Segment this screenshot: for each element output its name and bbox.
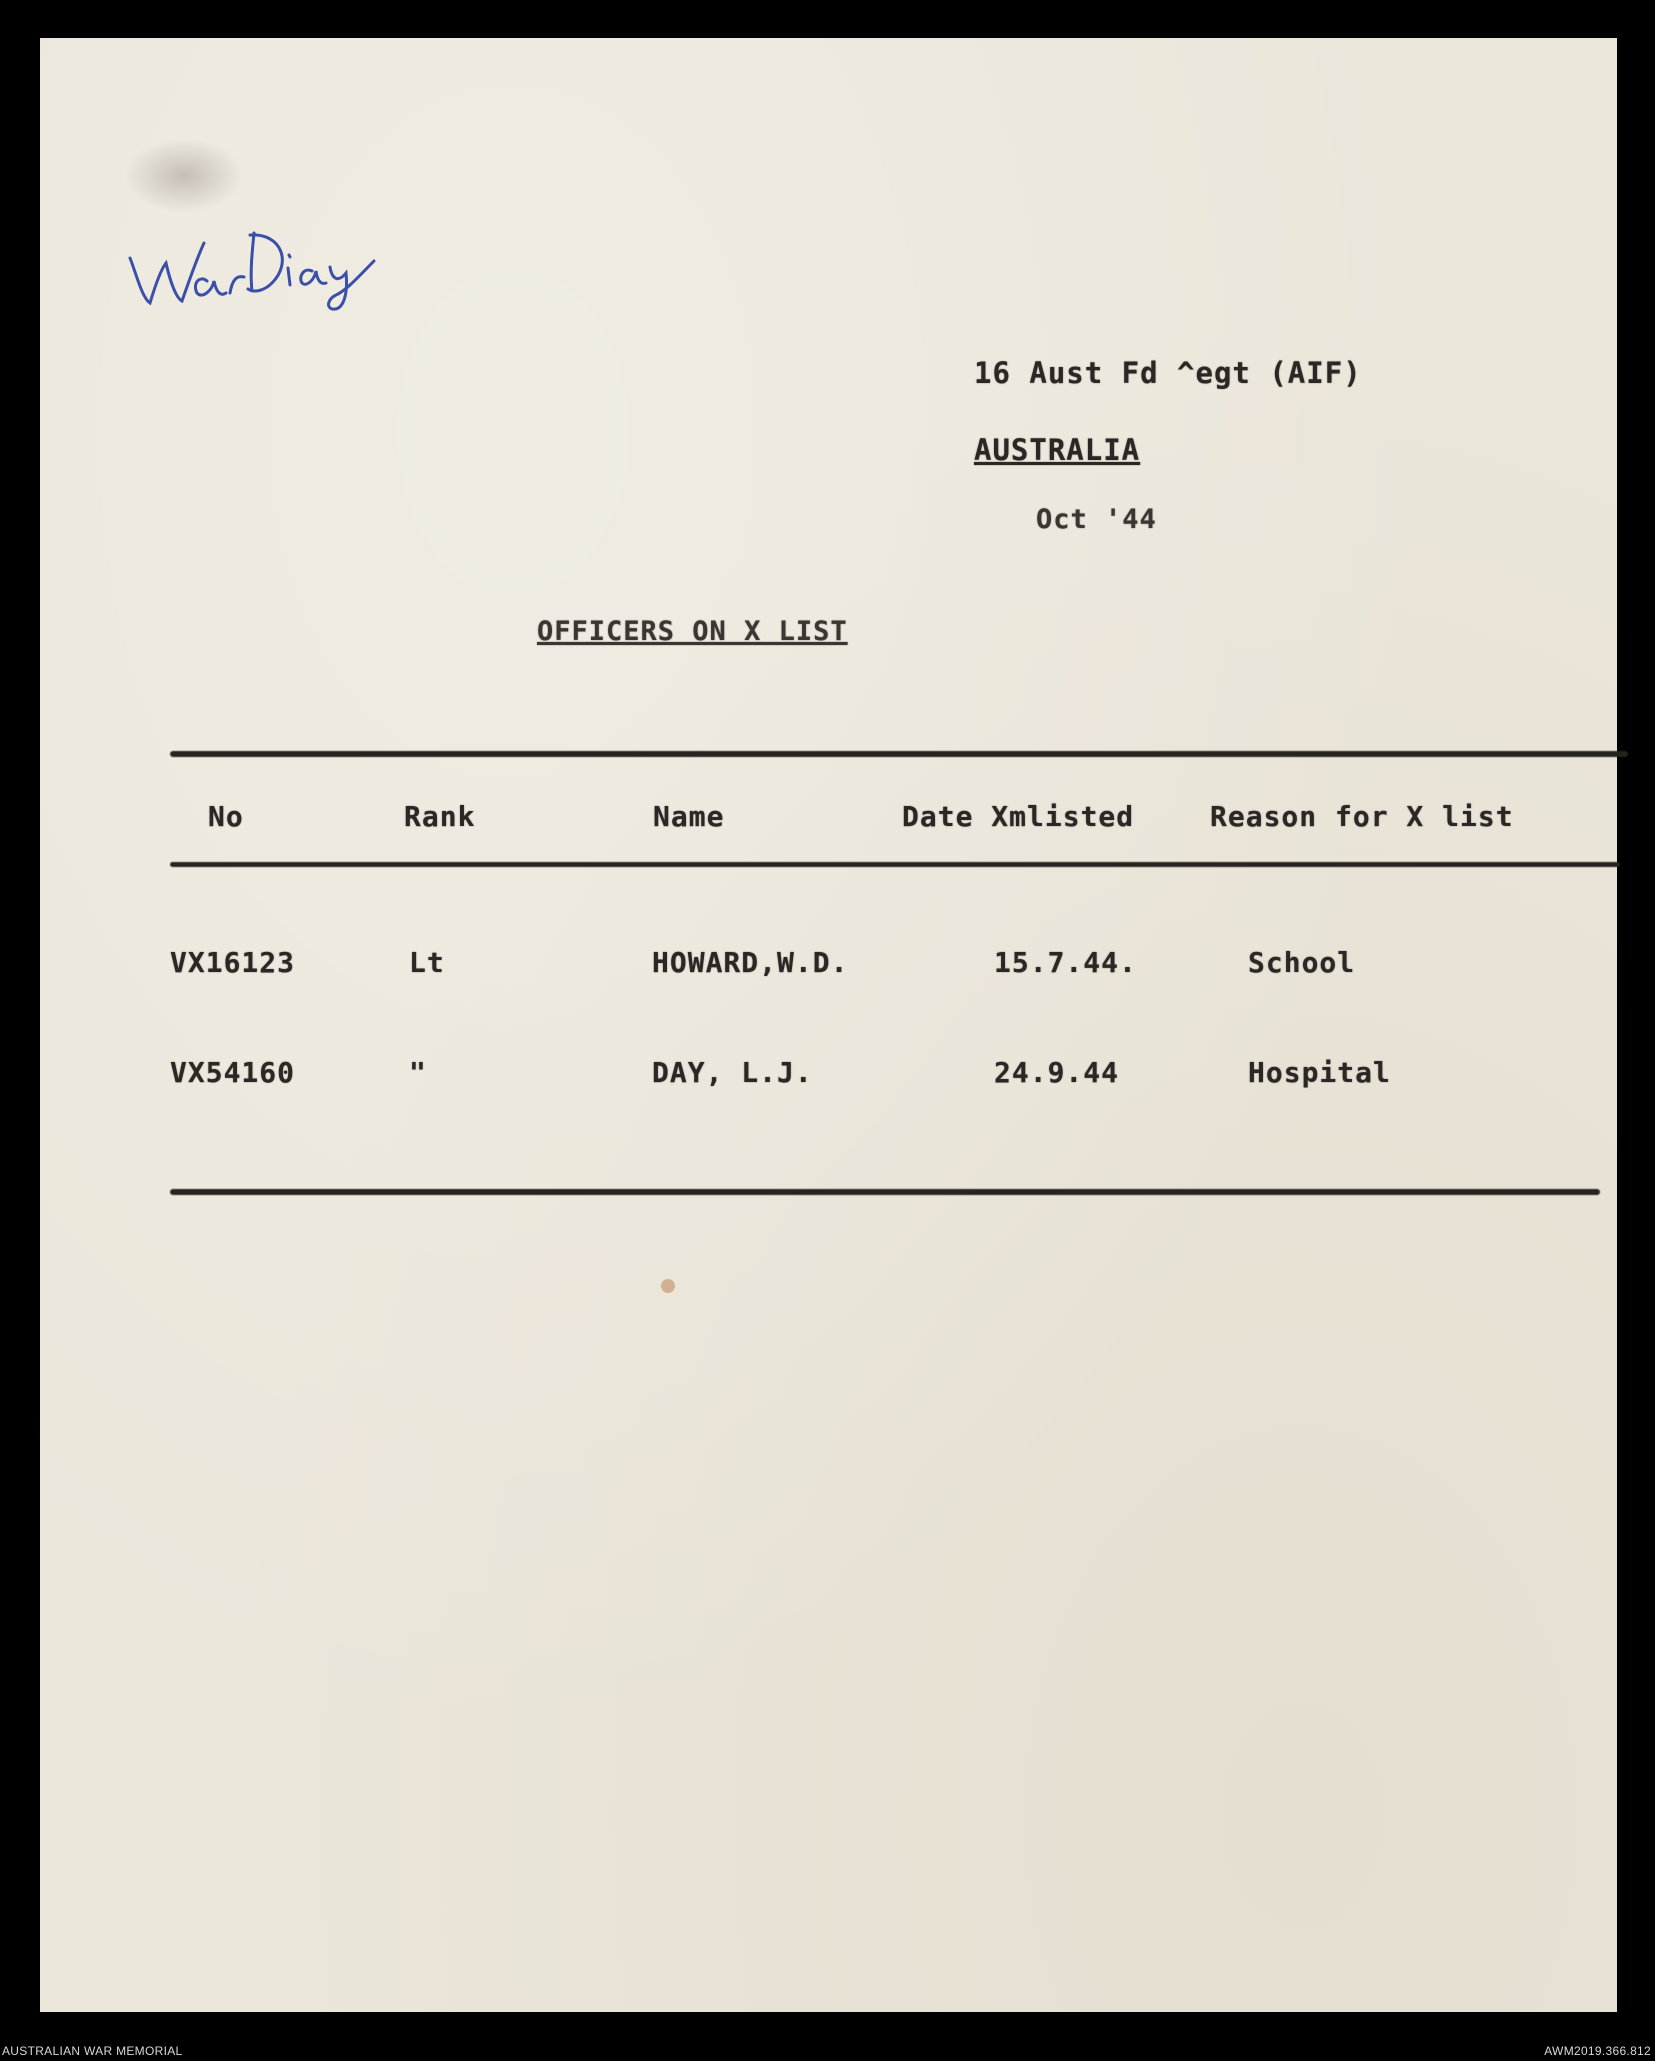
location-heading: AUSTRALIA: [974, 433, 1141, 467]
column-header-reason: Reason for X list: [1210, 800, 1514, 833]
row-1-name: HOWARD,W.D.: [652, 946, 849, 979]
row-2-no: VX54160: [170, 1056, 296, 1089]
row-1-no: VX16123: [170, 946, 296, 979]
unit-heading: 16 Aust Fd ^egt (AIF): [974, 356, 1362, 390]
document-page: [40, 38, 1617, 2012]
table-top-rule: [170, 751, 1628, 757]
archive-credit: AUSTRALIAN WAR MEMORIAL: [2, 2044, 183, 2058]
column-header-date-xlisted: Date Xmlisted: [902, 800, 1135, 833]
column-header-name: Name: [653, 800, 725, 833]
row-2-reason: Hospital: [1248, 1056, 1391, 1089]
column-header-no: No: [208, 800, 244, 833]
row-1-rank: Lt: [409, 946, 445, 979]
handwritten-war-diary-annotation: [122, 163, 382, 313]
document-date: Oct '44: [1036, 504, 1157, 535]
paper-spot: [661, 1279, 675, 1293]
archive-reference: AWM2019.366.812: [1544, 2044, 1651, 2058]
table-bottom-rule: [170, 1189, 1600, 1195]
column-header-rank: Rank: [404, 800, 476, 833]
row-2-name: DAY, L.J.: [652, 1056, 813, 1089]
row-1-date: 15.7.44.: [994, 946, 1137, 979]
row-2-rank: ": [409, 1056, 427, 1089]
row-1-reason: School: [1248, 946, 1356, 979]
document-title: OFFICERS ON X LIST: [537, 616, 848, 647]
table-header-rule: [170, 862, 1620, 867]
row-2-date: 24.9.44: [994, 1056, 1120, 1089]
